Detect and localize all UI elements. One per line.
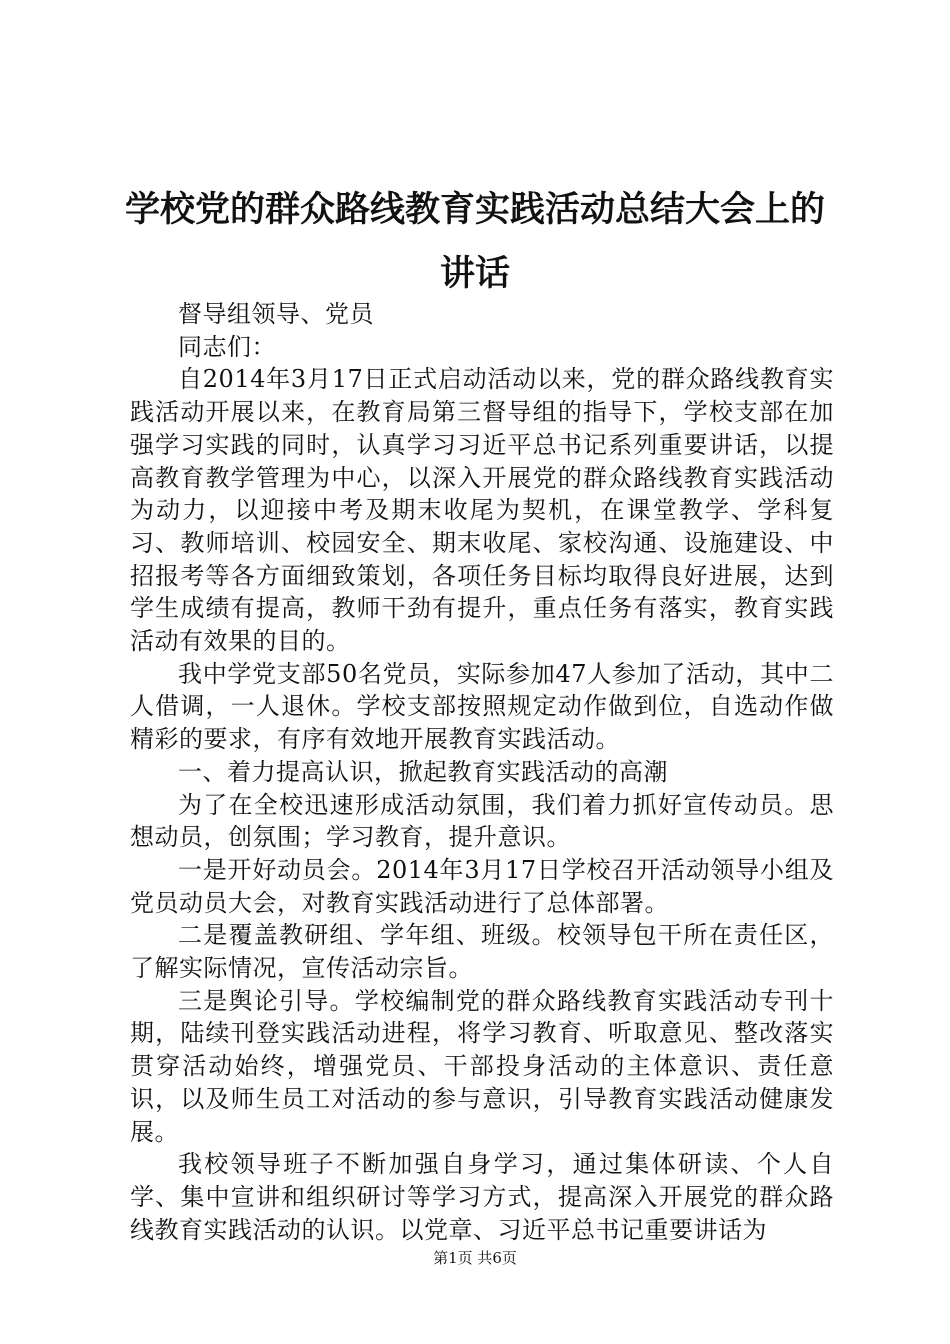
body-paragraph: 为了在全校迅速形成活动氛围，我们着力抓好宣传动员。思想动员，创氛围；学习教育，提升意识。 (130, 790, 834, 852)
title-line-2: 讲话 (439, 254, 510, 294)
body-paragraph: 三是舆论引导。学校编制党的群众路线教育实践活动专刊十期，陆续刊登实践活动进程，将学习教育、听取意见、整改落实贯穿活动始终，增强党员、干部投身活动的主体意识、责任意识，以及师生员工对活动的参与意识，引导教育实践活动健康发展。 (130, 986, 834, 1146)
section-heading: 一、着力提高认识，掀起教育实践活动的高潮 (178, 757, 668, 786)
salutation-line-1: 督导组领导、党员 (178, 300, 374, 328)
page-footer: 第1页 共6页 (433, 1249, 517, 1267)
body-paragraph: 我校领导班子不断加强自身学习，通过集体研读、个人自学、集中宣讲和组织研讨等学习方式，提高深入开展党的群众路线教育实践活动的认识。以党章、习近平总书记重要讲话为 (130, 1150, 834, 1244)
body-paragraph: 一是开好动员会。2014年3月17日学校召开活动领导小组及党员动员大会，对教育实践活动进行了总体部署。 (130, 855, 834, 917)
title-line-1: 学校党的群众路线教育实践活动总结大会上的 (124, 190, 825, 230)
body-paragraph: 二是覆盖教研组、学年组、班级。校领导包干所在责任区，了解实际情况，宣传活动宗旨。 (130, 921, 834, 983)
body-paragraph: 我中学党支部50名党员，实际参加47人参加了活动，其中二人借调，一人退休。学校支部按照规定动作做到位，自选动作做精彩的要求，有序有效地开展教育实践活动。 (130, 659, 834, 754)
document-title (100, 178, 850, 306)
body-paragraph: 自2014年3月17日正式启动活动以来，党的群众路线教育实践活动开展以来，在教育局第三督导组的指导下，学校支部在加强学习实践的同时，认真学习习近平总书记系列重要讲话，以提高教育教学管理为中心，以深入开展党的群众路线教育实践活动为动力，以迎接中考及期末收尾为契机，在课堂教学、学科复习、教师培训、校园安全、期末收尾、家校沟通、设施建设、中招报考等各方面细致策划，各项任务目标均取得良好进展，达到学生成绩有提高，教师干劲有提升，重点任务有落实，教育实践活动有效果的目的。 (130, 365, 834, 656)
salutation-line-2: 同志们： (178, 332, 276, 361)
document-body (130, 298, 834, 1246)
